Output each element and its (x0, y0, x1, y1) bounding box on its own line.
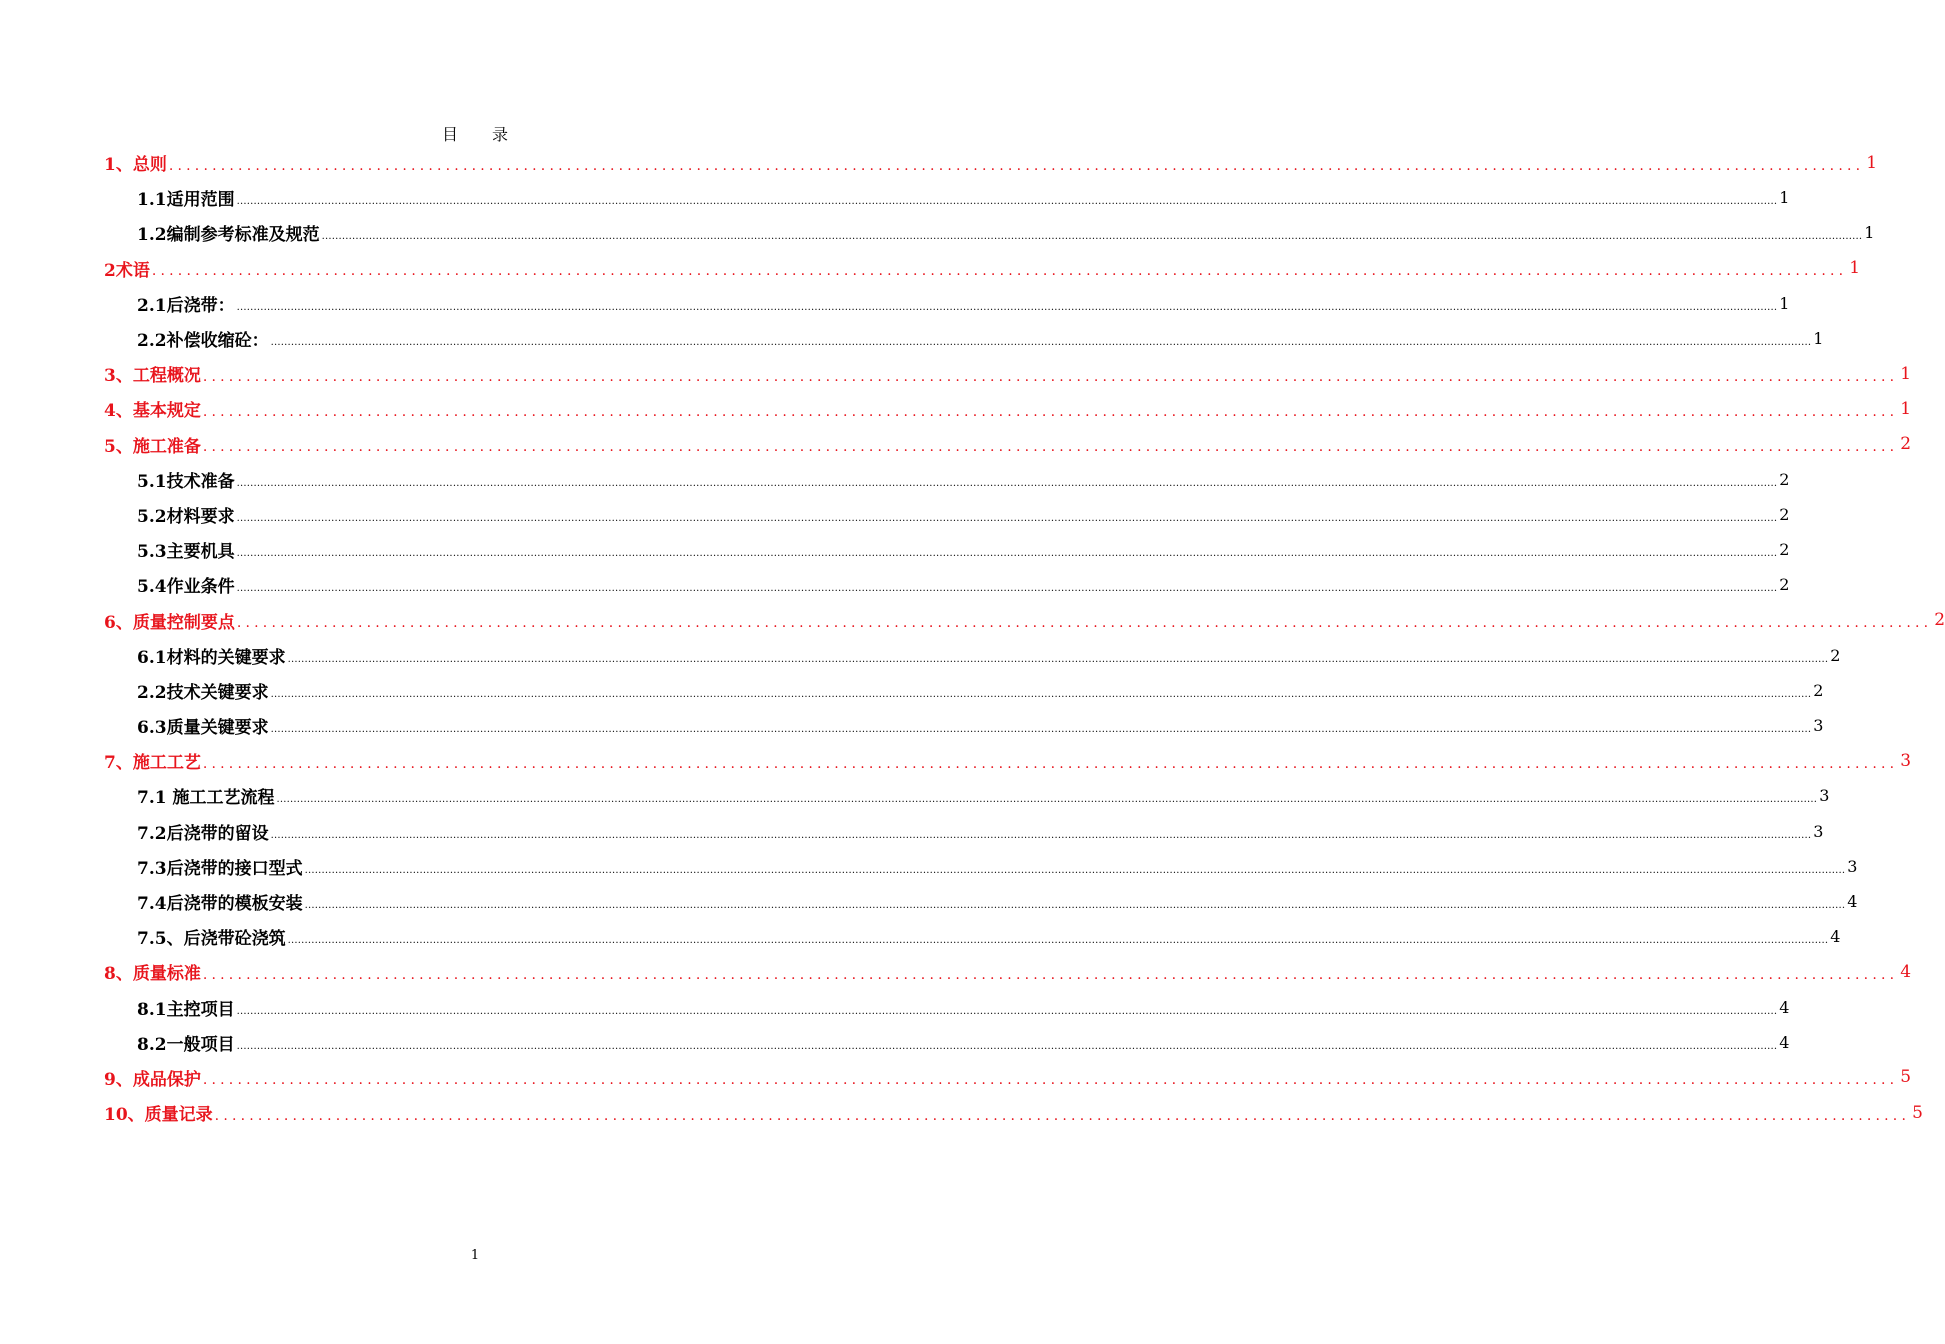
toc-entry-section[interactable] (104, 567, 1790, 602)
toc-entry-section[interactable] (104, 532, 1790, 567)
toc-entry-chapter[interactable] (104, 1060, 1912, 1095)
toc-title-char-2: 录 (492, 125, 509, 144)
toc-entry-page-number: 4 (1779, 1032, 1790, 1052)
toc-dot-leader: ........................................................................................................................................................................................................................................................................................................................................................................................................................................................................ (304, 864, 1846, 876)
toc-entry-page-number: 3 (1819, 786, 1830, 806)
toc-dot-leader: ........................................................................................................................................................................................................................................................................................................................................................................................................................................................................ (236, 1040, 1778, 1052)
toc-entry-section[interactable] (104, 708, 1824, 743)
toc-entry-label: 2术语 (104, 260, 150, 281)
toc-entry-chapter[interactable] (104, 356, 1912, 391)
toc-dot-leader: ........................................................................................................................................................................................................................................................................................................................................................................................................................................................................ (236, 583, 1778, 595)
toc-entry-label: 3、工程概况 (104, 366, 201, 387)
toc-entry-chapter[interactable] (104, 391, 1912, 426)
toc-dot-leader: ........................................................................................................................................................................................................................................................................................................................................................................................................................................................................ (270, 724, 1812, 736)
toc-entry-page-number: 5 (1900, 1067, 1912, 1088)
toc-dot-leader: .................................................................................................................................................................................................... (202, 439, 1899, 456)
toc-entry-page-number: 1 (1900, 363, 1912, 384)
toc-entry-section[interactable] (104, 990, 1790, 1025)
toc-entry-page-number: 1 (1900, 398, 1912, 419)
toc-entry-page-number: 3 (1847, 856, 1858, 876)
toc-entry-section[interactable] (104, 286, 1790, 321)
toc-entry-chapter[interactable] (104, 145, 1878, 180)
toc-dot-leader: ........................................................................................................................................................................................................................................................................................................................................................................................................................................................................ (276, 794, 1818, 806)
toc-dot-leader: .................................................................................................................................................................................................... (202, 966, 1899, 983)
toc-entry-label: 7.3后浇带的接口型式 (137, 858, 303, 879)
toc-entry-section[interactable] (104, 1025, 1790, 1060)
toc-entry-label: 9、成品保护 (104, 1069, 201, 1090)
toc-dot-leader: .................................................................................................................................................................................................... (202, 1072, 1899, 1089)
toc-entry-page-number: 2 (1779, 575, 1790, 595)
toc-dot-leader: ........................................................................................................................................................................................................................................................................................................................................................................................................................................................................ (236, 1005, 1778, 1017)
toc-dot-leader: .................................................................................................................................................................................................... (236, 615, 1933, 632)
toc-entry-page-number: 2 (1779, 469, 1790, 489)
toc-entry-label: 6、质量控制要点 (104, 612, 235, 633)
toc-entry-section[interactable] (104, 884, 1858, 919)
toc-entry-label: 8、质量标准 (104, 964, 201, 985)
toc-entry-label: 5.3主要机具 (137, 542, 235, 563)
toc-entry-page-number: 4 (1847, 892, 1858, 912)
toc-dot-leader: ........................................................................................................................................................................................................................................................................................................................................................................................................................................................................ (270, 829, 1812, 841)
toc-entry-label: 5.1技术准备 (137, 471, 235, 492)
toc-dot-leader: ........................................................................................................................................................................................................................................................................................................................................................................................................................................................................ (236, 196, 1778, 208)
toc-entry-section[interactable] (104, 180, 1790, 215)
toc-entry-section[interactable] (104, 321, 1824, 356)
toc-dot-leader: ........................................................................................................................................................................................................................................................................................................................................................................................................................................................................ (236, 512, 1778, 524)
toc-entry-label: 5、施工准备 (104, 436, 201, 457)
toc-entry-chapter[interactable] (104, 427, 1912, 462)
toc-entry-label: 1.1适用范围 (137, 190, 235, 211)
toc-entry-section[interactable] (104, 849, 1858, 884)
toc-entry-section[interactable] (104, 673, 1824, 708)
toc-entry-label: 5.4作业条件 (137, 577, 235, 598)
toc-entry-label: 2.2技术关键要求 (137, 682, 269, 703)
toc-entry-label: 8.1主控项目 (137, 999, 235, 1020)
toc-dot-leader: ........................................................................................................................................................................................................................................................................................................................................................................................................................................................................ (287, 653, 1829, 665)
toc-entry-page-number: 2 (1900, 434, 1912, 455)
toc-entry-chapter[interactable] (104, 743, 1912, 778)
toc-entry-label: 6.1材料的关键要求 (137, 647, 286, 668)
table-of-contents (104, 145, 1945, 1130)
toc-dot-leader: ........................................................................................................................................................................................................................................................................................................................................................................................................................................................................ (270, 688, 1812, 700)
toc-entry-page-number: 2 (1779, 504, 1790, 524)
toc-entry-label: 1、总则 (104, 155, 167, 176)
toc-entry-page-number: 2 (1813, 680, 1824, 700)
toc-dot-leader: ........................................................................................................................................................................................................................................................................................................................................................................................................................................................................ (236, 477, 1778, 489)
toc-entry-page-number: 1 (1849, 258, 1861, 279)
toc-entry-page-number: 4 (1779, 997, 1790, 1017)
toc-entry-page-number: 1 (1779, 293, 1790, 313)
toc-entry-section[interactable] (104, 497, 1790, 532)
toc-entry-page-number: 1 (1779, 188, 1790, 208)
toc-dot-leader: ........................................................................................................................................................................................................................................................................................................................................................................................................................................................................ (236, 548, 1778, 560)
toc-entry-label: 7.4后浇带的模板安装 (137, 894, 303, 915)
toc-entry-page-number: 4 (1830, 927, 1841, 947)
toc-entry-label: 7、施工工艺 (104, 753, 201, 774)
toc-dot-leader: ........................................................................................................................................................................................................................................................................................................................................................................................................................................................................ (304, 900, 1846, 912)
toc-entry-label: 7.5、后浇带砼浇筑 (137, 929, 286, 950)
toc-title (0, 122, 950, 145)
toc-dot-leader: .................................................................................................................................................................................................... (202, 755, 1899, 772)
toc-title-char-1: 目 (441, 125, 458, 144)
toc-entry-label: 8.2一般项目 (137, 1034, 235, 1055)
toc-entry-page-number: 3 (1813, 716, 1824, 736)
toc-dot-leader: .................................................................................................................................................................................................... (202, 368, 1899, 385)
toc-entry-chapter[interactable] (104, 954, 1912, 989)
toc-dot-leader: .................................................................................................................................................................................................... (202, 403, 1899, 420)
toc-entry-label: 6.3质量关键要求 (137, 718, 269, 739)
toc-entry-section[interactable] (104, 814, 1824, 849)
toc-entry-section[interactable] (104, 778, 1830, 813)
toc-entry-label: 2.2补偿收缩砼： (137, 331, 269, 352)
toc-entry-page-number: 1 (1864, 223, 1875, 243)
toc-entry-label: 7.2后浇带的留设 (137, 823, 269, 844)
page-number: 1 (470, 1248, 480, 1263)
toc-entry-label: 10、质量记录 (104, 1105, 213, 1126)
toc-dot-leader: .................................................................................................................................................................................................... (151, 263, 1848, 280)
toc-entry-label: 5.2材料要求 (137, 506, 235, 527)
toc-dot-leader: ........................................................................................................................................................................................................................................................................................................................................................................................................................................................................ (270, 337, 1812, 349)
toc-entry-label: 7.1 施工工艺流程 (137, 788, 275, 809)
toc-entry-label: 2.1后浇带： (137, 295, 235, 316)
toc-entry-section[interactable] (104, 462, 1790, 497)
toc-dot-leader: .................................................................................................................................................................................................... (214, 1107, 1911, 1124)
toc-entry-page-number: 3 (1900, 750, 1912, 771)
toc-entry-section[interactable] (104, 638, 1841, 673)
toc-entry-chapter[interactable] (104, 1095, 1923, 1130)
toc-entry-label: 4、基本规定 (104, 401, 201, 422)
toc-entry-page-number: 2 (1934, 610, 1945, 631)
toc-entry-chapter[interactable] (104, 251, 1861, 286)
toc-dot-leader: ........................................................................................................................................................................................................................................................................................................................................................................................................................................................................ (321, 231, 1863, 243)
toc-entry-section[interactable] (104, 919, 1841, 954)
toc-entry-page-number: 1 (1813, 329, 1824, 349)
toc-entry-chapter[interactable] (104, 602, 1945, 637)
toc-entry-label: 1.2编制参考标准及规范 (137, 225, 320, 246)
toc-dot-leader: ........................................................................................................................................................................................................................................................................................................................................................................................................................................................................ (287, 935, 1829, 947)
toc-entry-page-number: 3 (1813, 821, 1824, 841)
toc-dot-leader: .................................................................................................................................................................................................... (168, 157, 1865, 174)
toc-entry-section[interactable] (104, 215, 1875, 250)
toc-entry-page-number: 4 (1900, 961, 1912, 982)
toc-dot-leader: ........................................................................................................................................................................................................................................................................................................................................................................................................................................................................ (236, 301, 1778, 313)
toc-entry-page-number: 2 (1830, 645, 1841, 665)
toc-entry-page-number: 1 (1866, 152, 1878, 173)
toc-entry-page-number: 5 (1912, 1102, 1923, 1123)
toc-entry-page-number: 2 (1779, 540, 1790, 560)
